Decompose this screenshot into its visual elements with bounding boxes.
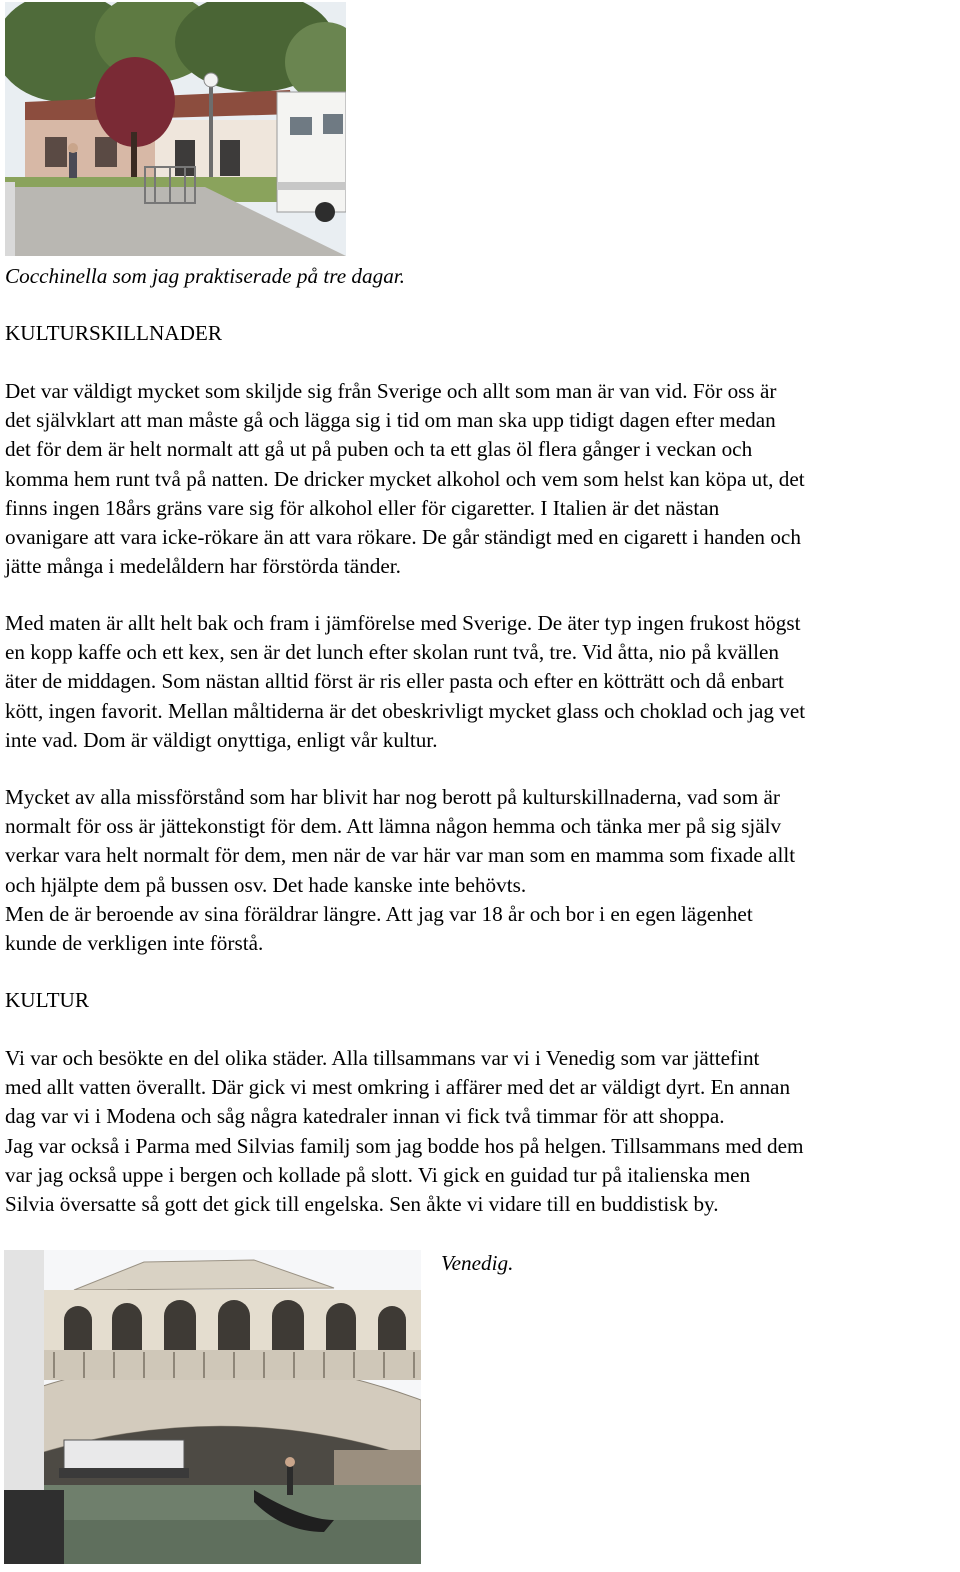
text-line: äter de middagen. Som nästan alltid först är ris eller pasta och efter en kötträtt och då enbart	[5, 669, 784, 694]
campground-photo	[5, 2, 346, 256]
venice-bridge-photo	[4, 1250, 421, 1564]
text-line: Jag var också i Parma med Silvias familj som jag bodde hos på helgen. Tillsammans med dem	[5, 1133, 804, 1158]
heading-kultur: KULTUR	[5, 988, 89, 1012]
text-line: kött, ingen favorit. Mellan måltiderna är det obeskrivligt mycket glass och choklad och jag vet	[5, 698, 806, 723]
text-line: verkar vara helt normalt för dem, men när de var här var man som en mamma som fixade allt	[5, 843, 796, 868]
text-line: ovanigare att vara icke-rökare än att vara rökare. De går ständigt med en cigarett i handen och	[5, 525, 801, 550]
text-line: jätte många i medelåldern har förstörda tänder.	[5, 554, 401, 579]
text-line: en kopp kaffe och ett kex, sen är det lunch efter skolan runt två, tre. Vid åtta, nio på kvällen	[5, 640, 779, 665]
text-line: inte vad. Dom är väldigt onyttiga, enligt vår kultur.	[5, 727, 438, 752]
camp-caption: Cocchinella som jag praktiserade på tre dagar.	[5, 264, 405, 288]
text-line: det för dem är helt normalt att gå ut på puben och ta ett glas öl flera gånger i veckan och	[5, 437, 753, 462]
text-line: det självklart att man måste gå och lägga sig i tid om man ska upp tidigt dagen efter medan	[5, 408, 776, 433]
text-line: med allt vatten överallt. Där gick vi mest omkring i affärer med det ar väldigt dyrt. En annan	[5, 1075, 791, 1100]
text-line: Med maten är allt helt bak och fram i jämförelse med Sverige. De äter typ ingen frukost högst	[5, 611, 801, 635]
text-line: kunde de verkligen inte förstå.	[5, 931, 264, 956]
text-line: finns ingen 18års gräns vare sig för alkohol eller för cigaretter. I Italien är det nästan	[5, 495, 720, 520]
text-line: Det var väldigt mycket som skiljde sig från Sverige och allt som man är van vid. För oss är	[5, 379, 777, 403]
paragraph-misunderstandings	[5, 783, 960, 958]
venice-caption: Venedig.	[441, 1251, 514, 1275]
heading-kulturskillnader: KULTURSKILLNADER	[5, 321, 222, 345]
text-line: Vi var och besökte en del olika städer. Alla tillsammans var vi i Venedig som var jättefint	[5, 1046, 760, 1070]
text-line: var jag också uppe i bergen och kollade på slott. Vi gick en guidad tur på italienska men	[5, 1162, 751, 1187]
text-line: dag var vi i Modena och såg några katedraler innan vi fick två timmar för att shoppa.	[5, 1104, 725, 1129]
text-line: och hjälpte dem på bussen osv. Det hade kanske inte behövts.	[5, 872, 527, 897]
paragraph-food	[5, 609, 960, 755]
text-line: normalt för oss är jättekonstigt för dem. Att lämna någon hemma och tänka mer på sig själv	[5, 814, 782, 839]
text-line: Silvia översatte så gott det gick till engelska. Sen åkte vi vidare till en buddistisk by.	[5, 1192, 719, 1217]
text-line: Men de är beroende av sina föräldrar längre. Att jag var 18 år och bor i en egen lägenhet	[5, 901, 753, 926]
paragraph-travel	[5, 1044, 960, 1219]
text-line: komma hem runt två på natten. De dricker mycket alkohol och vem som helst kan köpa ut, det	[5, 466, 805, 491]
text-line: Mycket av alla missförstånd som har blivit har nog berott på kulturskillnaderna, vad som är	[5, 785, 780, 809]
paragraph-culture-differences	[5, 377, 960, 581]
